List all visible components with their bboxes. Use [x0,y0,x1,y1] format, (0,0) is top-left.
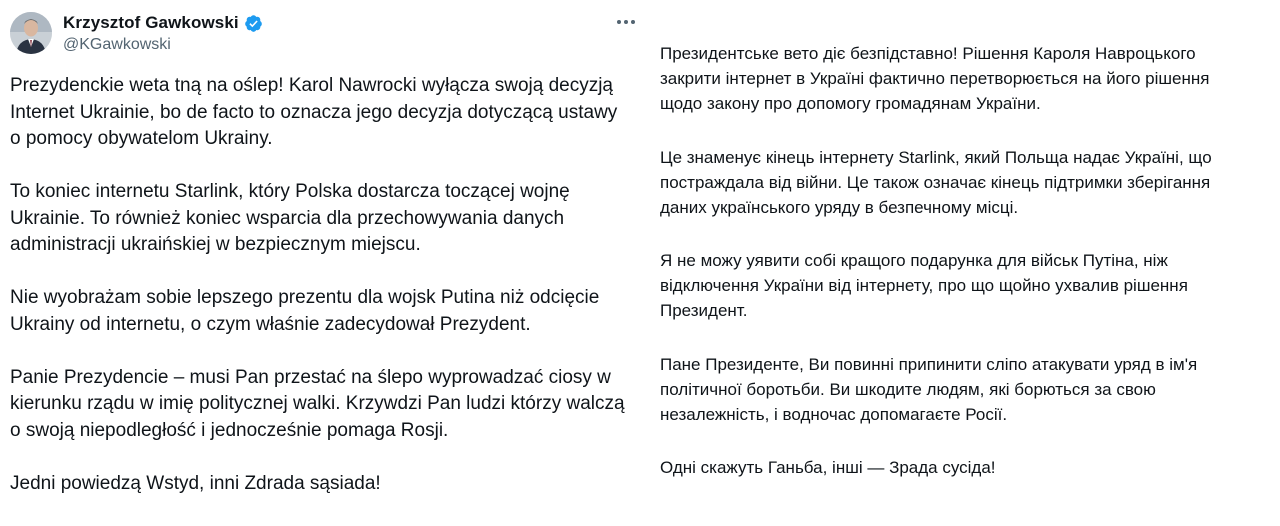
tweet-paragraph: Prezydenckie weta tną na oślep! Karol Nawrocki wyłącza swoją decyzją Internet Ukrainie, bo de facto to oznacza jego decyzja dotyczącą ustawy o pomocy obywatelom Ukrainy. [10,75,618,149]
tweet-paragraph: Panie Prezydencie – musi Pan przestać na ślepo wyprowadzać ciosy w kierunku rządu w imię politycznej walki. Krzywdzi Pan ludzi którzy walczą o swoją niepodległość i jednocześnie pomaga Rosji. [10,366,625,441]
author-display-name[interactable]: Krzysztof Gawkowski [63,13,239,32]
translation-paragraph: Я не можу уявити собі кращого подарунка для військ Путіна, ніж відключення України від інтернету, про що щойно ухвалив рішення Президент. [660,251,1188,320]
avatar-portrait-icon [10,12,52,54]
translation-paragraph: Одні скажуть Ганьба, інші — Зрада сусіда! [660,458,996,477]
more-options-icon [617,20,621,24]
avatar[interactable] [10,12,52,54]
more-options-icon [624,20,628,24]
tweet-text [10,73,640,524]
verified-badge-icon [244,14,263,33]
more-options-button[interactable] [612,10,640,34]
translation-text [660,41,1260,509]
more-options-icon [631,20,635,24]
translation-paragraph: Президентське вето діє безпідставно! Рішення Кароля Навроцького закрити інтернет в Україні фактично перетворюється на його рішення щодо закону про допомогу громадянам України. [660,44,1210,113]
tweet-paragraph: Nie wyobrażam sobie lepszego prezentu dla wojsk Putina niż odcięcie Ukrainy od internetu, o czym właśnie zadecydował Prezydent. [10,287,600,335]
translation-paragraph: Це знаменує кінець інтернету Starlink, який Польща надає Україні, що постраждала від війни. Це також означає кінець підтримки зберігання даних українського уряду в безпечному місці. [660,147,1212,217]
author-name-row [63,13,263,33]
tweet-paragraph: To koniec internetu Starlink, który Polska dostarcza toczącej wojnę Ukrainie. To również koniec wsparcia dla przechowywania danych administracji ukraińskiej w bezpiecznym miejscu. [10,181,570,255]
translation-paragraph: Пане Президенте, Ви повинні припинити сліпо атакувати уряд в ім'я політичної боротьби. Ви шкодите людям, які борються за свою незалежність, і водночас допомагаєте Росії. [660,354,1198,424]
author-handle[interactable]: @KGawkowski [63,36,171,53]
tweet-paragraph: Jedni powiedzą Wstyd, inni Zdrada sąsiada! [10,472,381,494]
